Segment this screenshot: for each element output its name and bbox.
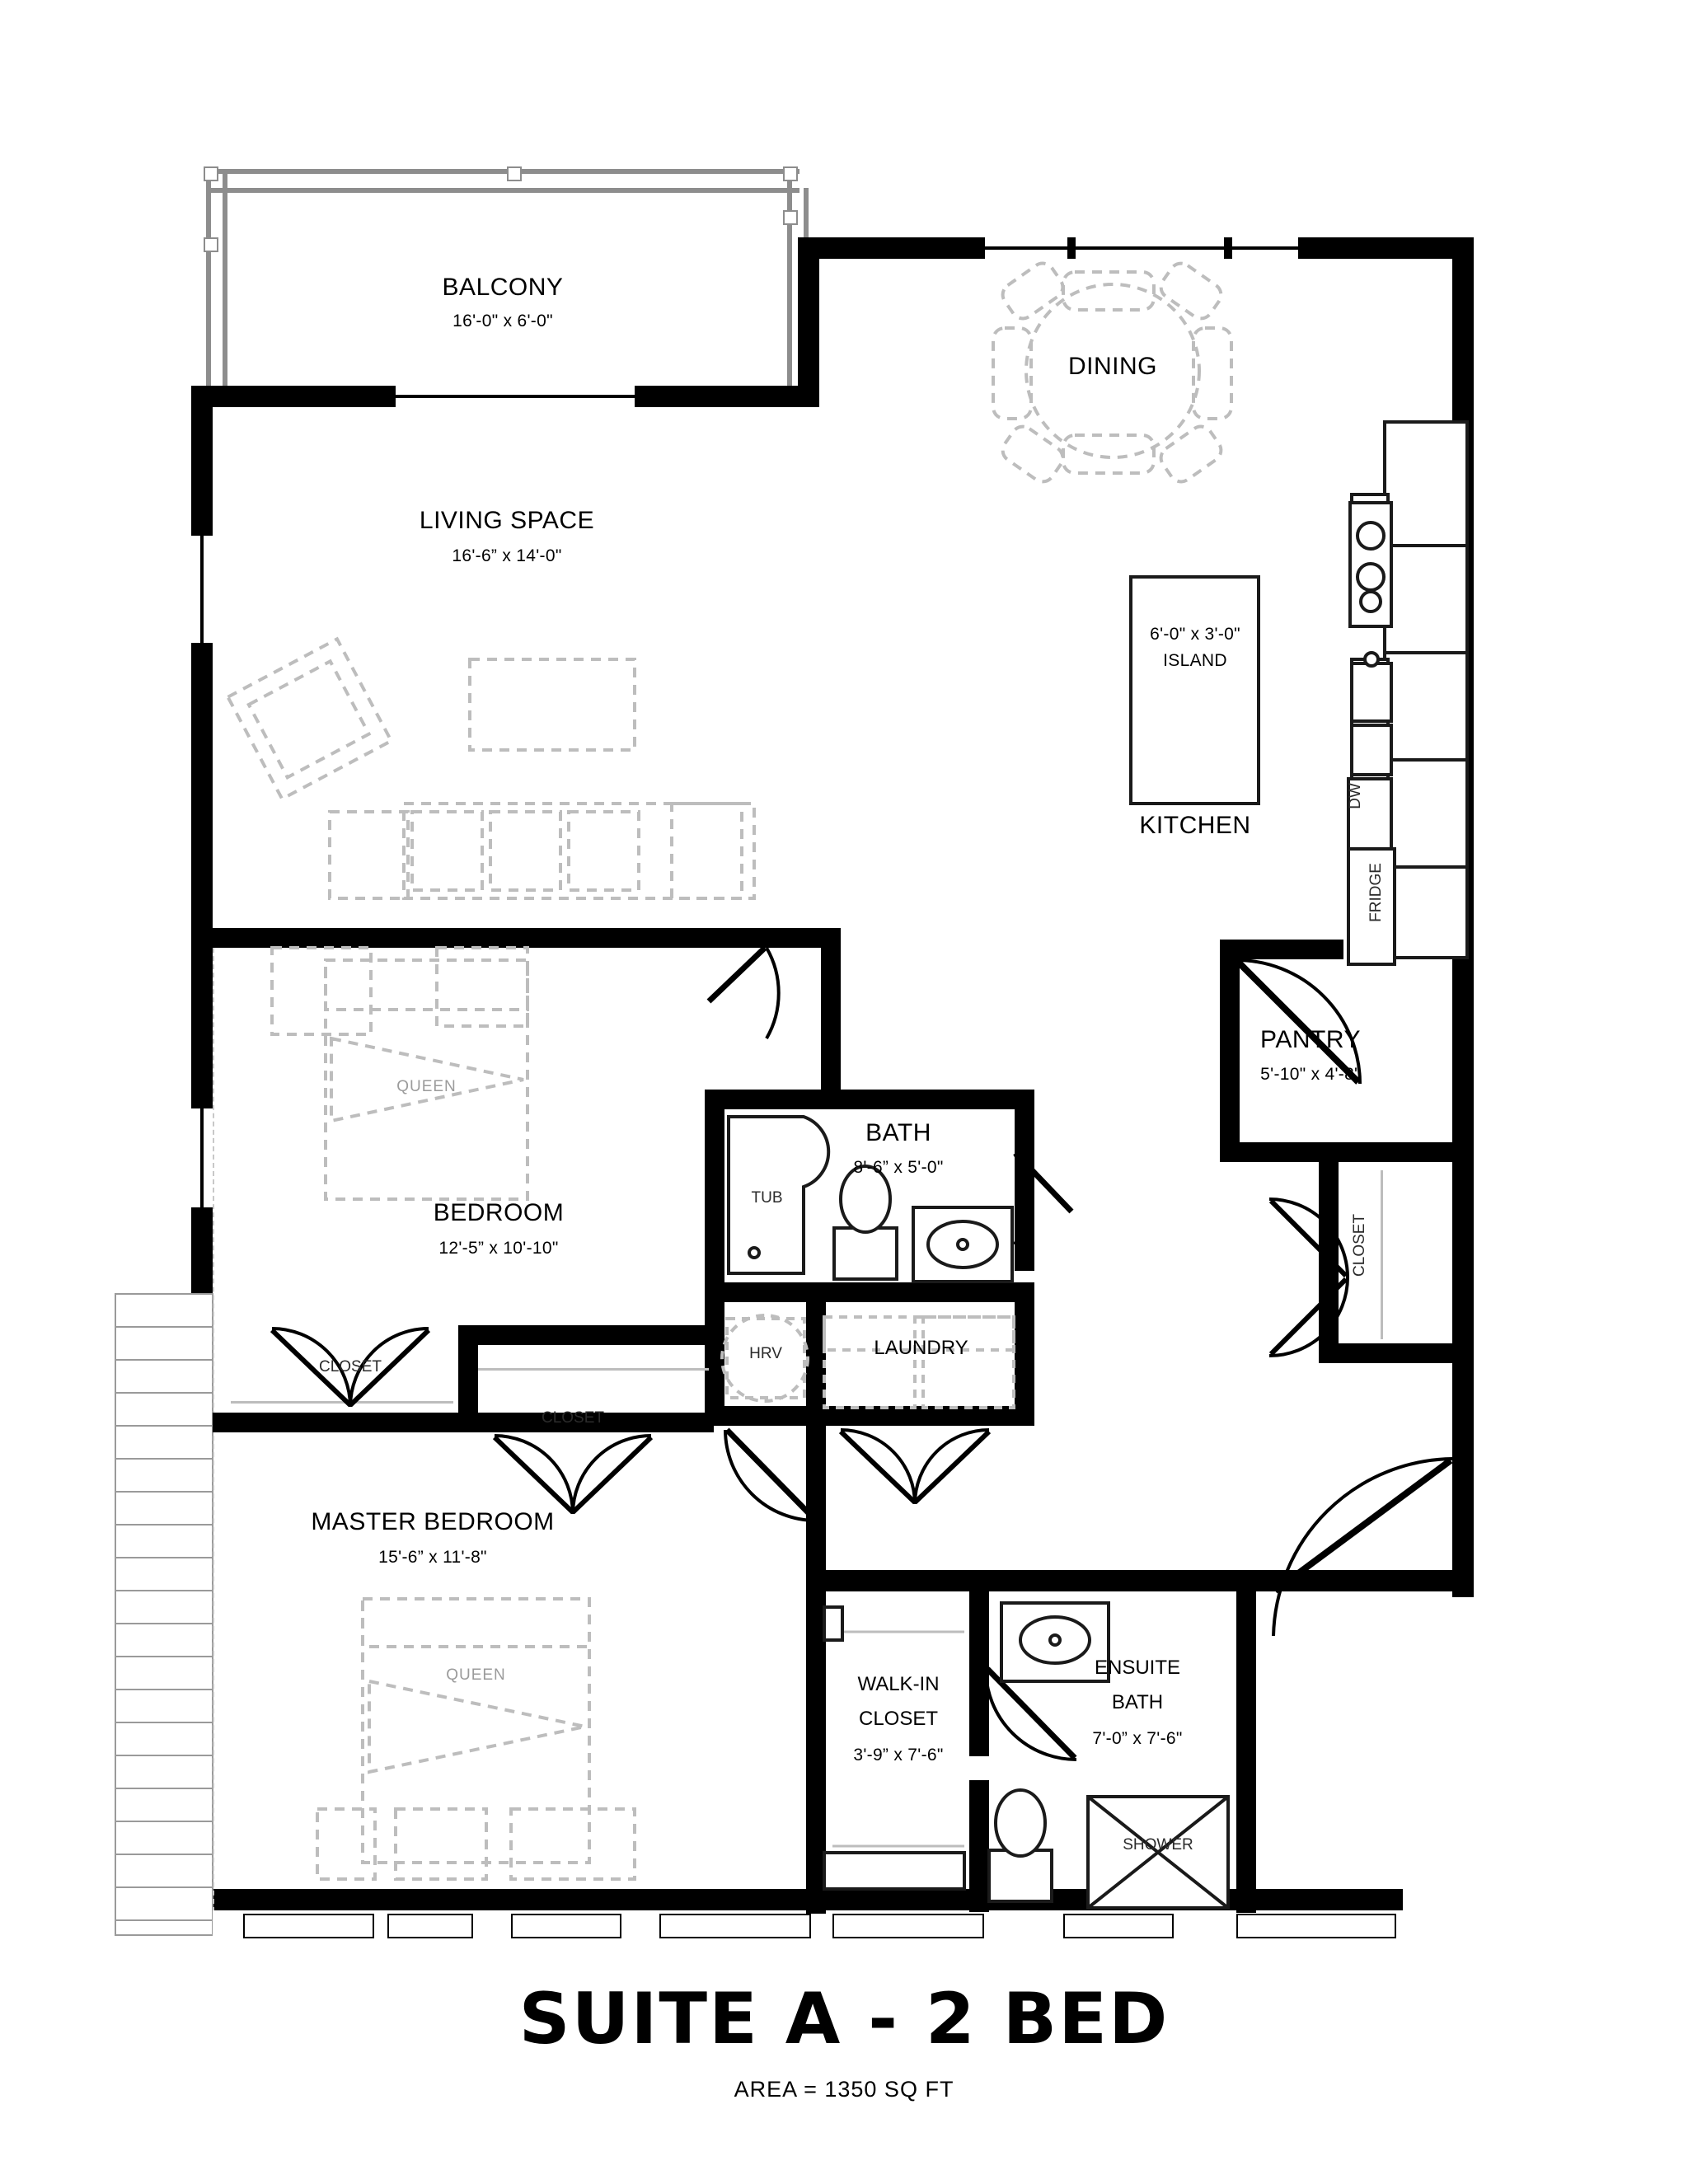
label-text: LAUNDRY — [874, 1337, 968, 1359]
room-dim-bedroom — [375, 1239, 622, 1258]
hrv-label — [725, 1345, 806, 1363]
room-label-ensuite-line2 — [1043, 1691, 1232, 1714]
entry-closet-label — [1351, 1196, 1369, 1295]
label-text: TUB — [751, 1189, 783, 1207]
label-text: CLOSET — [318, 1358, 382, 1376]
room-label-bedroom — [375, 1199, 622, 1228]
label-text: QUEEN — [446, 1666, 506, 1684]
label-text: BEDROOM — [433, 1199, 565, 1226]
label-text: 8'-6” x 5'-0" — [853, 1158, 944, 1177]
label-text: CLOSET — [858, 1708, 939, 1730]
room-label-pantry — [1220, 1026, 1401, 1055]
label-text: 16'-6” x 14'-0" — [452, 546, 562, 565]
label-text: QUEEN — [396, 1078, 457, 1095]
label-text: HRV — [749, 1345, 782, 1362]
label-text: DINING — [1068, 353, 1157, 380]
room-label-kitchen — [1109, 812, 1282, 841]
label-text: KITCHEN — [1139, 812, 1251, 839]
label-text: 12'-5” x 10'-10" — [438, 1239, 559, 1258]
fridge-label — [1367, 839, 1386, 946]
label-text: WALK-IN — [857, 1673, 940, 1695]
page-title — [0, 1978, 1688, 2060]
label-text: MASTER BEDROOM — [311, 1508, 555, 1535]
label-text: CLOSET — [1351, 1213, 1369, 1277]
room-label-walkin-line1 — [816, 1673, 981, 1696]
label-text: LIVING SPACE — [419, 507, 595, 534]
room-dim-pantry — [1220, 1065, 1401, 1085]
label-text: FRIDGE — [1367, 863, 1386, 922]
room-label-ensuite-line1 — [1043, 1657, 1232, 1680]
label-text: ENSUITE — [1094, 1657, 1180, 1679]
closet-label-bedroom — [264, 1358, 437, 1376]
label-text: 5'-10" x 4'-8" — [1260, 1065, 1361, 1084]
queen-bed-label-master — [412, 1666, 540, 1685]
label-text: 15'-6” x 11'-8" — [378, 1548, 487, 1567]
island-dim — [1129, 625, 1261, 644]
label-text: BATH — [865, 1119, 931, 1146]
room-dim-ensuite — [1043, 1729, 1232, 1749]
room-label-living — [375, 507, 639, 536]
room-label-master — [251, 1508, 614, 1537]
room-dim-walkin — [816, 1746, 981, 1765]
label-text: BATH — [1111, 1691, 1164, 1713]
room-dim-master — [251, 1548, 614, 1568]
room-dim-bath — [808, 1158, 989, 1178]
dishwasher-label — [1347, 759, 1365, 833]
label-text: CLOSET — [541, 1409, 605, 1427]
room-label-walkin-line2 — [816, 1708, 981, 1731]
room-dim-living — [375, 546, 639, 566]
room-label-balcony — [420, 274, 585, 302]
room-label-laundry — [832, 1337, 1010, 1360]
label-text: 6'-0" x 3'-0" — [1150, 625, 1240, 644]
label-text: 3'-9” x 7'-6" — [853, 1746, 944, 1765]
room-label-dining — [1034, 353, 1191, 382]
label-text: DW — [1347, 783, 1365, 809]
closet-label-master — [486, 1409, 659, 1427]
label-text: 16'-0" x 6'-0" — [452, 312, 553, 330]
title-text: SUITE A - 2 BED — [518, 1978, 1170, 2060]
area-note — [0, 2077, 1688, 2102]
label-text: ISLAND — [1163, 651, 1227, 670]
island-label — [1129, 651, 1261, 671]
label-text: PANTRY — [1260, 1026, 1361, 1053]
queen-bed-label-bedroom — [363, 1078, 490, 1096]
label-text: 7'-0” x 7'-6" — [1092, 1729, 1183, 1748]
shower-label — [1092, 1836, 1224, 1854]
room-dim-balcony — [420, 312, 585, 331]
label-text: SHOWER — [1123, 1836, 1193, 1854]
label-text: BALCONY — [442, 274, 564, 301]
tub-label — [724, 1189, 810, 1207]
room-label-bath — [808, 1119, 989, 1148]
area-text: AREA = 1350 SQ FT — [734, 2077, 954, 2102]
